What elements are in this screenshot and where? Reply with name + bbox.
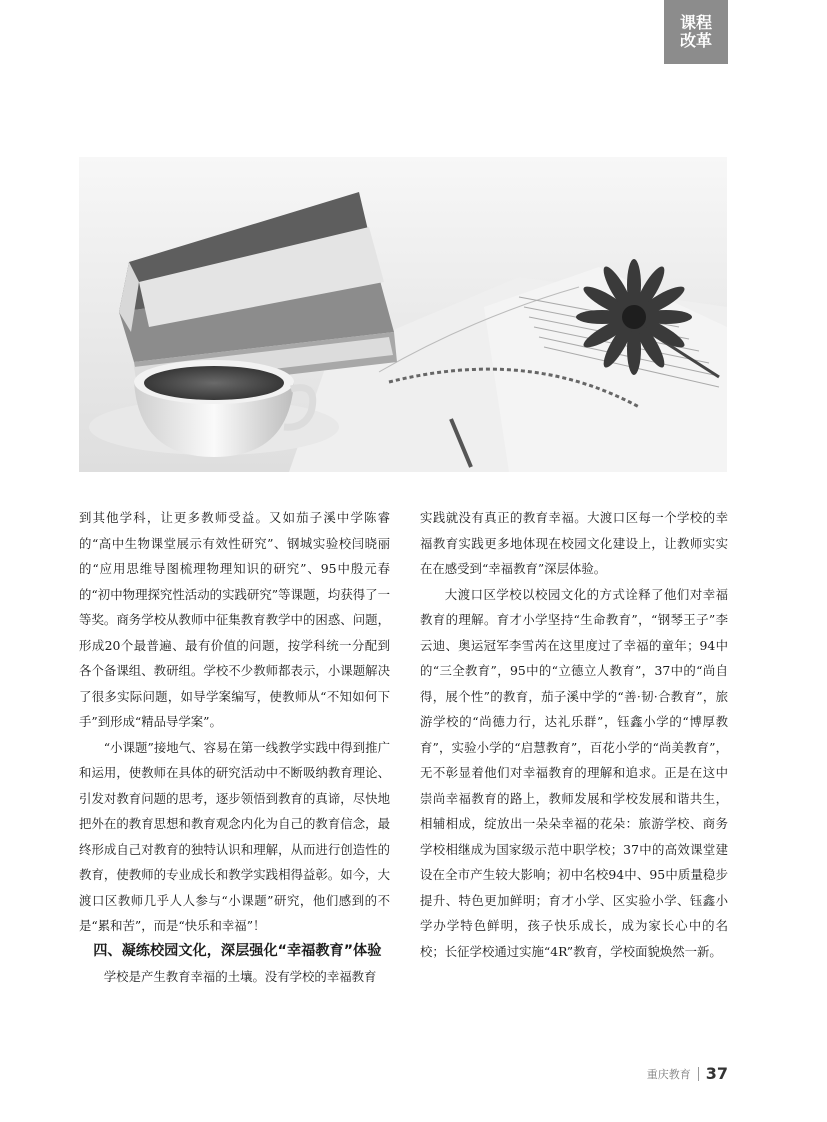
section-tag-line1: 课程 [679, 13, 712, 32]
page-number: 37 [705, 1064, 728, 1083]
left-paragraph-1: 到其他学科，让更多教师受益。又如茄子溪中学陈睿的“高中生物课堂展示有效性研究”、钢城实验校闫晓丽的“应用思维导图梳理物理知识的研究”、95中殷元春的“初中物理探究性活动的实践研究”等课题，均获得了一等奖。商务学校从教师中征集教育教学中的困惑、问题，形成20个最普遍、最有价值的问题，按学科统一分配到各个备课组、教研组。学校不少教师都表示，小课题解决了很多实际问题，如导学案编写，使教师从“不知如何下手”到形成“精品导学案”。 [79, 510, 390, 729]
section-tag [664, 0, 728, 64]
left-paragraph-2: “小课题”接地气、容易在第一线教学实践中得到推广和运用，使教师在具体的研究活动中不断吸纳教育理论、引发对教育问题的思考，逐步领悟到教育的真谛，尽快地把外在的教育思想和教育观念内化为自己的教育信念，最终形成自己对教育的独特认识和理解，从而进行创造性的教育，使教师的专业成长和教学实践相得益彰。如今，大渡口区教师几乎人人参与“小课题”研究，他们感到的不是“累和苦”，而是“快乐和幸福”！ [79, 739, 390, 933]
books-coffee-flower-photo [79, 157, 727, 472]
footer-divider [698, 1067, 699, 1081]
section-tag-line2: 改革 [679, 31, 712, 50]
left-paragraph-3: 学校是产生教育幸福的土壤。没有学校的幸福教育 [103, 969, 377, 984]
section-heading: 四、凝练校园文化，深层强化“幸福教育”体验 [93, 942, 382, 959]
left-column [79, 505, 390, 990]
right-column [420, 505, 728, 964]
page-footer [647, 1064, 728, 1083]
journal-name: 重庆教育 [646, 1067, 691, 1081]
right-paragraph-2: 大渡口区学校以校园文化的方式诠释了他们对幸福教育的理解。育才小学坚持“生命教育”，“钢琴王子”李云迪、奥运冠军李雪芮在这里度过了幸福的童年；94中的“三全教育”，95中的“立德立人教育”，37中的“尚自得，展个性”的教育，茄子溪中学的“善·韧·合教育”，旅游学校的“尚德力行，达礼乐群”，钰鑫小学的“博厚教育”，实验小学的“启慧教育”，百花小学的“尚美教育”，无不彰显着他们对幸福教育的理解和追求。正是在这中崇尚幸福教育的路上，教师发展和学校发展和谐共生，相辅相成，绽放出一朵朵幸福的花朵：旅游学校、商务学校相继成为国家级示范中职学校；37中的高效课堂建设在全市产生较大影响；初中名校94中、95中质量稳步提升、特色更加鲜明；育才小学、区实验小学、钰鑫小学办学特色鲜明，孩子快乐成长，成为家长心中的名校；长征学校通过实施“4R”教育，学校面貌焕然一新。 [420, 586, 728, 959]
right-paragraph-1: 实践就没有真正的教育幸福。大渡口区每一个学校的幸福教育实践更多地体现在校园文化建设上，让教师实实在在感受到“幸福教育”深层体验。 [420, 510, 728, 576]
